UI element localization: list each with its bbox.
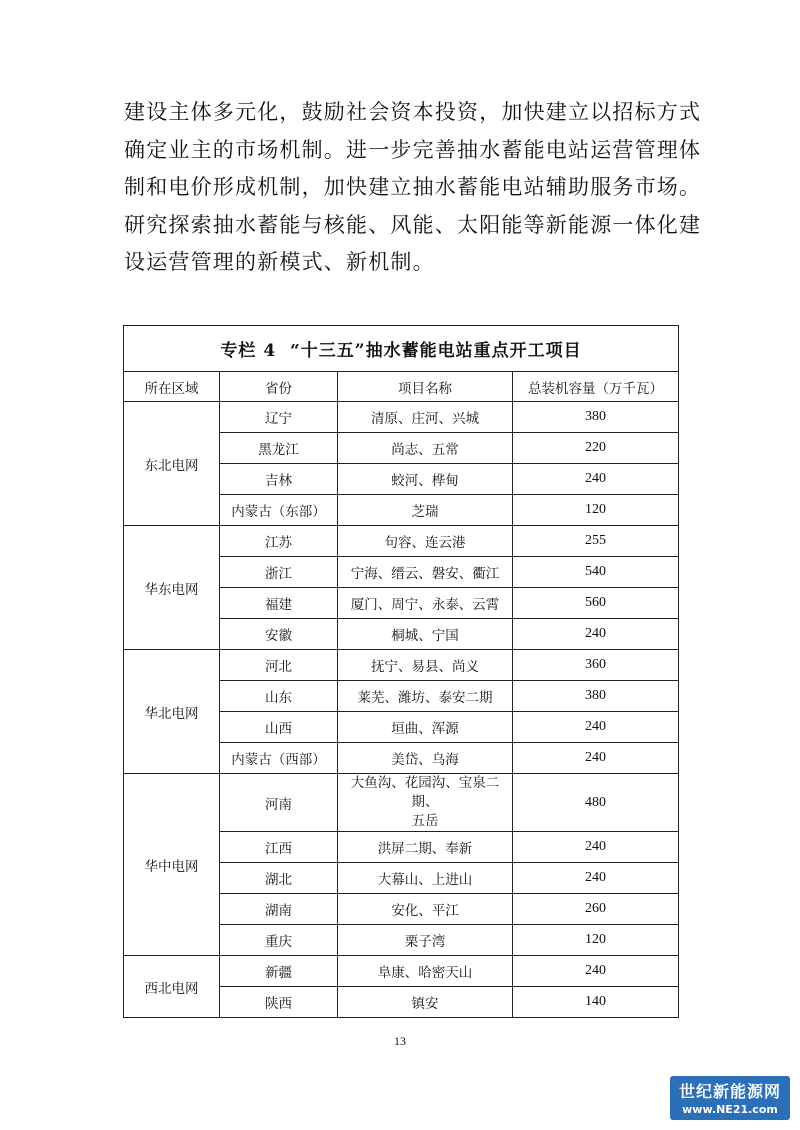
body-paragraph bbox=[124, 94, 702, 282]
province-cell: 山东 bbox=[220, 681, 338, 712]
projects-cell: 莱芜、潍坊、泰安二期 bbox=[338, 681, 513, 712]
region-cell: 华中电网 bbox=[124, 774, 220, 956]
pumped-storage-projects-table bbox=[123, 325, 679, 1018]
province-cell: 福建 bbox=[220, 588, 338, 619]
region-cell: 东北电网 bbox=[124, 402, 220, 526]
projects-cell: 安化、平江 bbox=[338, 894, 513, 925]
header-project-names: 项目名称 bbox=[338, 372, 513, 402]
projects-line: 五岳 bbox=[411, 813, 439, 829]
capacity-cell: 255 bbox=[513, 526, 679, 557]
table-row bbox=[124, 956, 679, 987]
projects-cell: 尚志、五常 bbox=[338, 433, 513, 464]
table-row bbox=[124, 526, 679, 557]
province-cell: 新疆 bbox=[220, 956, 338, 987]
province-cell: 黑龙江 bbox=[220, 433, 338, 464]
capacity-cell: 240 bbox=[513, 743, 679, 774]
header-province: 省份 bbox=[220, 372, 338, 402]
province-cell: 安徽 bbox=[220, 619, 338, 650]
projects-cell: 抚宁、易县、尚义 bbox=[338, 650, 513, 681]
capacity-cell: 240 bbox=[513, 712, 679, 743]
table-row bbox=[124, 774, 679, 832]
projects-cell: 宁海、缙云、磐安、衢江 bbox=[338, 557, 513, 588]
capacity-cell: 240 bbox=[513, 464, 679, 495]
province-cell: 内蒙古（西部） bbox=[220, 743, 338, 774]
projects-cell: 桐城、宁国 bbox=[338, 619, 513, 650]
capacity-cell: 380 bbox=[513, 681, 679, 712]
paragraph-line: 确定业主的市场机制。进一步完善抽水蓄能电站运营管理体 bbox=[124, 137, 702, 162]
region-cell: 华北电网 bbox=[124, 650, 220, 774]
projects-cell: 洪屏二期、奉新 bbox=[338, 832, 513, 863]
province-cell: 重庆 bbox=[220, 925, 338, 956]
capacity-cell: 220 bbox=[513, 433, 679, 464]
projects-cell: 清原、庄河、兴城 bbox=[338, 402, 513, 433]
capacity-cell: 240 bbox=[513, 956, 679, 987]
capacity-cell: 480 bbox=[513, 774, 679, 832]
province-cell: 内蒙古（东部） bbox=[220, 495, 338, 526]
header-region: 所在区域 bbox=[124, 372, 220, 402]
capacity-cell: 140 bbox=[513, 987, 679, 1018]
province-cell: 湖北 bbox=[220, 863, 338, 894]
province-cell: 陕西 bbox=[220, 987, 338, 1018]
projects-cell: 美岱、乌海 bbox=[338, 743, 513, 774]
projects-cell: 大幕山、上进山 bbox=[338, 863, 513, 894]
projects-cell: 镇安 bbox=[338, 987, 513, 1018]
projects-line: 大鱼沟、花园沟、宝泉二期、 bbox=[350, 775, 500, 810]
province-cell: 辽宁 bbox=[220, 402, 338, 433]
capacity-cell: 360 bbox=[513, 650, 679, 681]
province-cell: 吉林 bbox=[220, 464, 338, 495]
capacity-cell: 560 bbox=[513, 588, 679, 619]
province-cell: 浙江 bbox=[220, 557, 338, 588]
site-watermark bbox=[670, 1076, 790, 1120]
watermark-url: www.NE21.com bbox=[682, 1103, 778, 1116]
projects-cell: 垣曲、浑源 bbox=[338, 712, 513, 743]
province-cell: 河南 bbox=[220, 774, 338, 832]
province-cell: 湖南 bbox=[220, 894, 338, 925]
paragraph-line: 建设主体多元化，鼓励社会资本投资，加快建立以招标方式 bbox=[124, 100, 702, 124]
watermark-name: 世纪新能源网 bbox=[678, 1082, 781, 1101]
capacity-cell: 240 bbox=[513, 863, 679, 894]
paragraph-line: 制和电价形成机制，加快建立抽水蓄能电站辅助服务市场。 bbox=[124, 175, 702, 200]
capacity-cell: 380 bbox=[513, 402, 679, 433]
province-cell: 河北 bbox=[220, 650, 338, 681]
projects-cell: 阜康、哈密天山 bbox=[338, 956, 513, 987]
paragraph-line: 研究探索抽水蓄能与核能、风能、太阳能等新能源一体化建 bbox=[124, 212, 702, 237]
capacity-cell: 540 bbox=[513, 557, 679, 588]
table-title: 专栏 4 “十三五”抽水蓄能电站重点开工项目 bbox=[124, 326, 679, 372]
projects-cell: 蛟河、桦甸 bbox=[338, 464, 513, 495]
capacity-cell: 120 bbox=[513, 495, 679, 526]
projects-cell: 芝瑞 bbox=[338, 495, 513, 526]
projects-cell: 厦门、周宁、永泰、云霄 bbox=[338, 588, 513, 619]
projects-cell: 句容、连云港 bbox=[338, 526, 513, 557]
province-cell: 江苏 bbox=[220, 526, 338, 557]
region-cell: 华东电网 bbox=[124, 526, 220, 650]
region-cell: 西北电网 bbox=[124, 956, 220, 1018]
table-row bbox=[124, 402, 679, 433]
province-cell: 江西 bbox=[220, 832, 338, 863]
capacity-cell: 240 bbox=[513, 619, 679, 650]
projects-cell: 栗子湾 bbox=[338, 925, 513, 956]
table-row bbox=[124, 650, 679, 681]
header-capacity: 总装机容量（万千瓦） bbox=[513, 372, 679, 402]
province-cell: 山西 bbox=[220, 712, 338, 743]
projects-cell bbox=[338, 774, 513, 832]
page-number: 13 bbox=[394, 1034, 406, 1048]
capacity-cell: 120 bbox=[513, 925, 679, 956]
capacity-cell: 260 bbox=[513, 894, 679, 925]
paragraph-line: 设运营管理的新模式、新机制。 bbox=[124, 250, 435, 275]
capacity-cell: 240 bbox=[513, 832, 679, 863]
